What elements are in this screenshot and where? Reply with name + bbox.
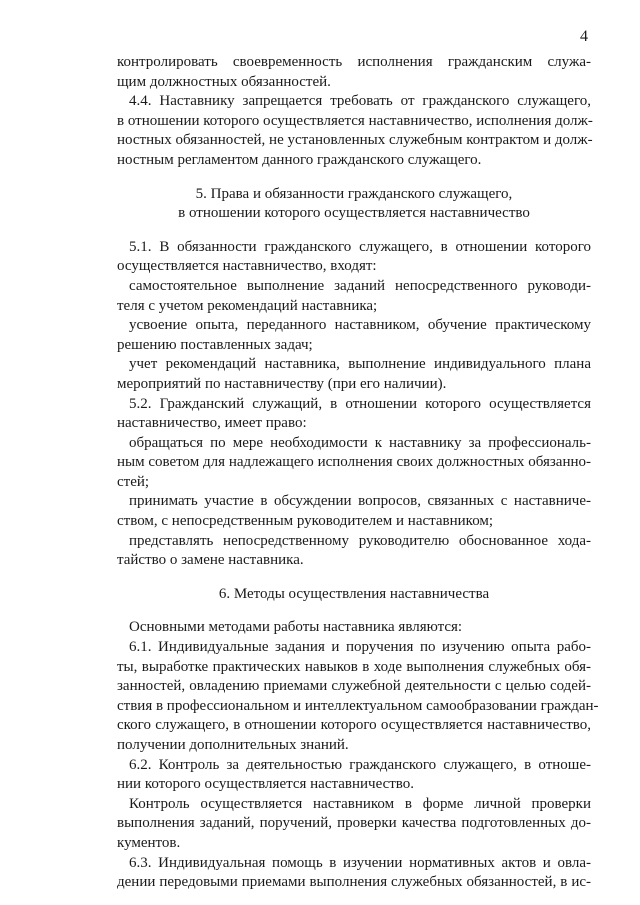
text-line: представлять непосредственному руководителю обоснованное хода-: [129, 532, 591, 549]
list-item: [117, 355, 591, 394]
text-line: усвоение опыта, переданного наставником, обучение практическому: [129, 317, 591, 334]
text-line: ты, выработке практических навыков в ходе выполнения служебных обя-: [117, 658, 591, 675]
paragraph-5-2: [117, 395, 591, 434]
text-line: обращаться по мере необходимости к наставнику за профессиональ-: [129, 434, 591, 451]
list-item: [117, 434, 591, 493]
paragraph: [117, 53, 591, 92]
text-line: осуществляется наставничество, входят:: [117, 258, 377, 275]
page-number: 4: [580, 28, 588, 45]
heading-line: в отношении которого осуществляется наставничество: [178, 205, 530, 222]
text-line: наставничество, имеет право:: [117, 415, 307, 432]
text-line: Контроль осуществляется наставником в форме личной проверки: [129, 795, 591, 812]
text-line: решению поставленных задач;: [117, 336, 313, 353]
text-line: Основными методами работы наставника являются:: [129, 619, 463, 636]
text-line: ным советом для надлежащего исполнения своих должностных обязанно-: [117, 454, 591, 471]
text-line: ством, с непосредственным руководителем и наставником;: [117, 513, 494, 530]
text-line: выполнения заданий, поручений, проверки качества подготовленных до-: [117, 815, 591, 832]
text-line: 5.1. В обязанности гражданского служащего, в отношении которого: [129, 238, 591, 255]
text-line: нии которого осуществляется наставничество.: [117, 776, 415, 793]
heading-line: 6. Методы осуществления наставничества: [218, 585, 490, 602]
text-line: стей;: [117, 473, 150, 490]
text-line: 5.2. Гражданский служащий, в отношении которого осуществляется: [129, 395, 591, 412]
text-line: получении дополнительных знаний.: [117, 737, 349, 753]
text-line: щим должностных обязанностей.: [117, 73, 331, 90]
paragraph-4-4: [117, 92, 591, 170]
list-item: [117, 316, 591, 355]
paragraph: [117, 618, 591, 638]
text-line: ского служащего, в отношении которого осуществляется наставничество,: [117, 717, 591, 734]
text-line: учет рекомендаций наставника, выполнение индивидуального плана: [129, 356, 591, 373]
text-line: принимать участие в обсуждении вопросов, связанных с наставниче-: [129, 493, 591, 510]
text-line: дении передовыми приемами выполнения служебных обязанностей, в ис-: [117, 874, 591, 891]
text-line: ствия в профессиональном и интеллектуальном самообразовании граждан-: [117, 697, 599, 714]
paragraph-5-1: [117, 238, 591, 277]
text-line: 6.3. Индивидуальная помощь в изучении нормативных актов и овла-: [129, 854, 591, 871]
paragraph-6-1: [117, 638, 599, 756]
list-item: [117, 492, 591, 531]
text-line: теля с учетом рекомендаций наставника;: [117, 297, 378, 314]
paragraph: [117, 795, 591, 854]
text-line: контролировать своевременность исполнения гражданским служа-: [117, 54, 591, 70]
paragraph-6-2: [117, 756, 591, 795]
heading-line: 5. Права и обязанности гражданского служащего,: [195, 185, 513, 202]
text-line: 6.2. Контроль за деятельностью гражданского служащего, в отноше-: [129, 756, 591, 773]
text-line: ностных обязанностей, не установленных служебным контрактом и долж-: [117, 132, 593, 149]
text-line: занностей, овладению приемами служебной деятельности с целью содей-: [117, 678, 591, 695]
section-heading-5: [117, 185, 591, 224]
text-line: ностным регламентом данного гражданского служащего.: [117, 151, 482, 168]
text-line: тайство о замене наставника.: [117, 552, 304, 569]
list-item: [117, 277, 591, 316]
document-body: [117, 53, 599, 893]
text-line: кументов.: [117, 834, 181, 851]
section-heading-6: [117, 585, 591, 605]
paragraph-6-3: [117, 854, 591, 893]
text-line: мероприятий по наставничеству (при его наличии).: [117, 375, 447, 392]
list-item: [117, 532, 591, 571]
text-line: самостоятельное выполнение заданий непосредственного руководи-: [129, 277, 591, 294]
text-line: 4.4. Наставнику запрещается требовать от гражданского служащего,: [129, 93, 591, 110]
text-line: 6.1. Индивидуальные задания и поручения по изучению опыта рабо-: [129, 639, 591, 656]
text-line: в отношении которого осуществляется наставничество, исполнения долж-: [117, 112, 593, 129]
